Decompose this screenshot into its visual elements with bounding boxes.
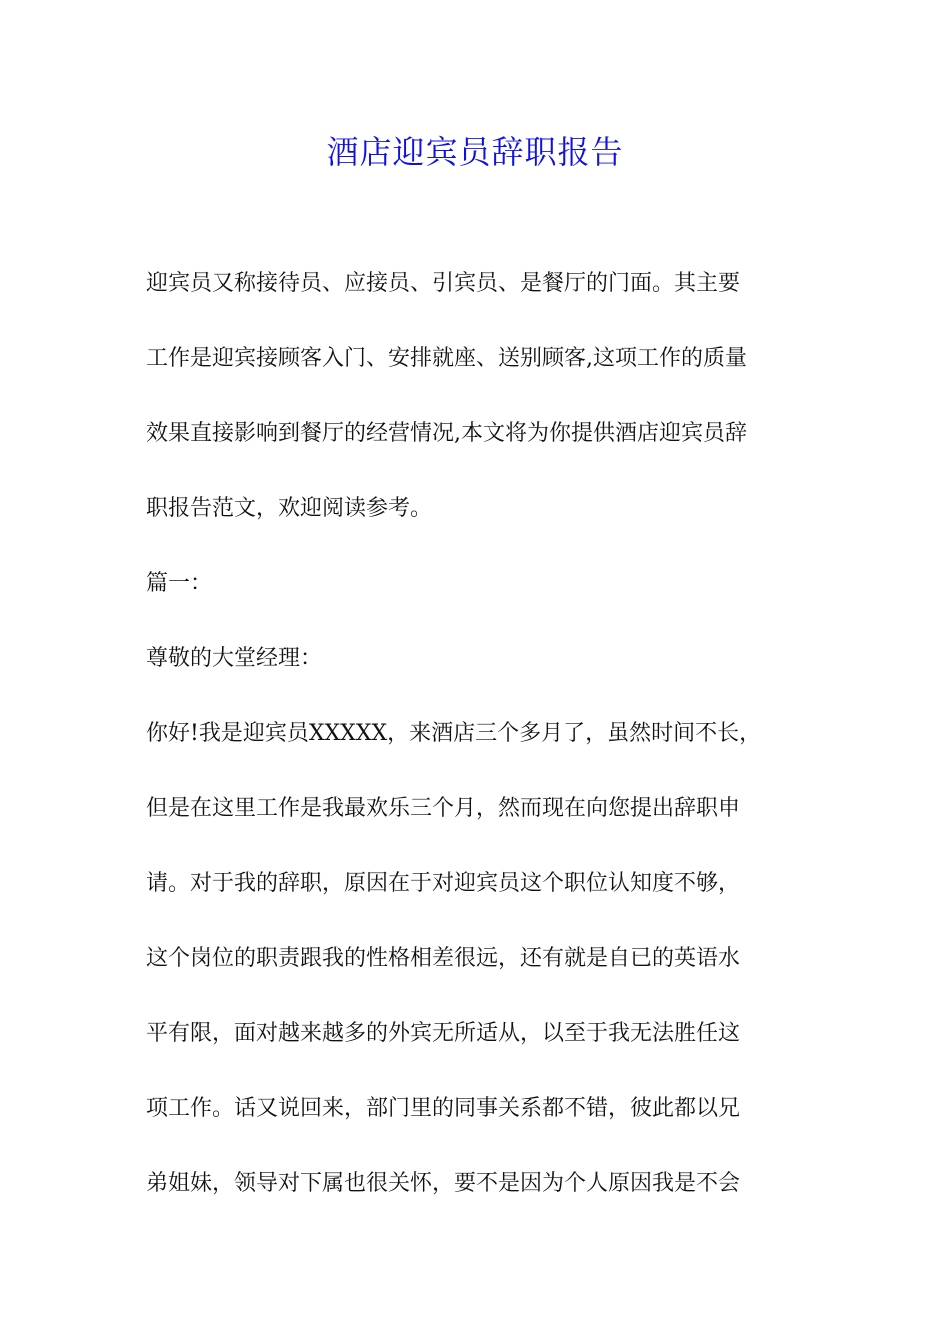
body-line-10: 这个岗位的职责跟我的性格相差很远，还有就是自已的英语水 <box>146 946 741 971</box>
body-line-3: 效果直接影响到餐厅的经营情况,本文将为你提供酒店迎宾员辞 <box>146 421 747 446</box>
body-line-1: 迎宾员又称接待员、应接员、引宾员、是餐厅的门面。其主要 <box>146 271 741 296</box>
document-title: 酒店迎宾员辞职报告 <box>326 133 624 171</box>
body-line-11: 平有限，面对越来越多的外宾无所适从，以至于我无法胜任这 <box>146 1021 741 1046</box>
body-line-9: 请。对于我的辞职，原因在于对迎宾员这个职位认知度不够， <box>146 871 741 896</box>
body-line-8: 但是在这里工作是我最欢乐三个月，然而现在向您提出辞职申 <box>146 796 741 821</box>
body-line-4: 职报告范文，欢迎阅读参考。 <box>146 496 433 521</box>
body-line-12: 项工作。话又说回来，部门里的同事关系都不错，彼此都以兄 <box>146 1096 741 1121</box>
body-line-13: 弟姐妹，领导对下属也很关怀，要不是因为个人原因我是不会 <box>146 1171 741 1196</box>
section-heading: 篇一： <box>146 571 213 596</box>
body-line-7: 你好!我是迎宾员XXXXX，来酒店三个多月了，虽然时间不长， <box>146 721 762 746</box>
body-line-2: 工作是迎宾接顾客入门、安排就座、送别顾客,这项工作的质量 <box>146 346 747 371</box>
salutation: 尊敬的大堂经理： <box>146 646 323 671</box>
